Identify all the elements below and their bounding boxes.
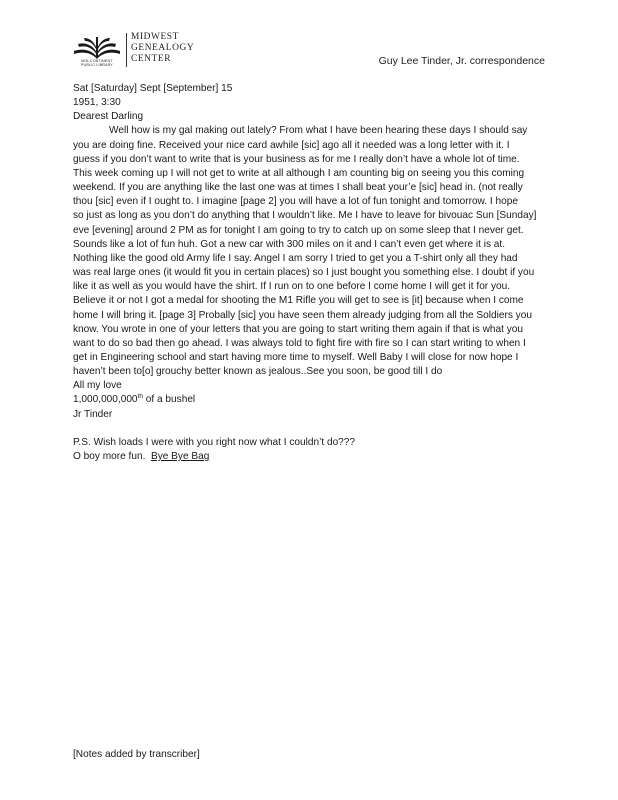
postscript-line-2 bbox=[73, 450, 551, 464]
letter-body-line: was real large ones (it would fit you in certain places) so I just bought you something else. I doubt if you bbox=[73, 267, 535, 279]
letter-body-line: Sounds like a lot of fun huh. Got a new car with 300 miles on it and I can’t even get where it is at. bbox=[73, 238, 506, 250]
logo-wordmark bbox=[131, 32, 194, 65]
collection-title: Guy Lee Tinder, Jr. correspondence bbox=[378, 55, 545, 67]
letter-body-line: Nothing like the good old Army life I say. Angel I am sorry I tried to get you a T-shirt only all they had bbox=[73, 252, 518, 264]
letter-body-line: haven’t been to[o] grouchy better known as jealous..See you soon, be good till I do bbox=[73, 366, 443, 378]
transcriber-note: [Notes added by transcriber] bbox=[73, 749, 200, 760]
letter-date-line-1: Sat [Saturday] Sept [September] 15 bbox=[73, 83, 233, 94]
letter-body-line: know. You wrote in one of your letters that you are going to start writing them again if that is what you bbox=[73, 323, 523, 335]
logo-divider bbox=[126, 33, 127, 67]
letter-body-line: eve [evening] around 2 PM as for tonight I am going to try to catch up on some sleep that I never get. bbox=[73, 224, 524, 236]
amount-number: 1,000,000,000 bbox=[73, 394, 138, 406]
letter-body-line: Well how is my gal making out lately? From what I have been hearing these days I should say bbox=[109, 125, 528, 137]
logo-line-3: CENTER bbox=[131, 54, 172, 64]
spacer bbox=[73, 422, 551, 436]
amount-superscript: th bbox=[137, 393, 143, 401]
postscript-underlined: Bye Bye Bag bbox=[150, 451, 210, 463]
letter-body-line: This week coming up I will not get to write at all although I am counting big on seeing you this coming bbox=[73, 167, 525, 179]
letter-signature: Jr Tinder bbox=[73, 408, 113, 420]
postscript-line-1: P.S. Wish loads I were with you right now what I couldn’t do??? bbox=[73, 436, 356, 448]
letter-date-line-2: 1951, 3:30 bbox=[73, 97, 121, 109]
logo-subtitle-1: MID-CONTINENT bbox=[81, 59, 113, 63]
letter-body-line: you are doing fine. Received your nice card awhile [sic] ago all it needed was a long letter with it. I bbox=[73, 139, 510, 151]
amount-rest: of a bushel bbox=[142, 394, 196, 406]
letter-body-line: home I will bring it. [page 3] Probally [sic] you have seen them already judging from all the Soldiers you bbox=[73, 309, 532, 321]
postscript-text: O boy more fun. bbox=[73, 451, 151, 463]
logo-subtitle-2: PUBLIC LIBRARY bbox=[80, 63, 114, 67]
letter-closing: All my love bbox=[73, 380, 122, 392]
library-logo bbox=[72, 33, 202, 69]
letter-body-line: so just as long as you don’t do anything that I wouldn’t like. Me I have to leave for bivouac Sun [Sunday] bbox=[73, 210, 537, 222]
letter-paragraph bbox=[73, 124, 551, 379]
letter-body-line: weekend. If you are anything like the last one was at times I shall beat your’e [sic] head in. (not really bbox=[73, 182, 523, 194]
letter-body-line: guess if you don’t want to write that is your business as for me I really don’t have a whole lot of time. bbox=[73, 153, 520, 165]
letter-amount bbox=[73, 393, 551, 407]
letter-body-line: get in Engineering school and start having more time to myself. Well Baby I will close for now hope I bbox=[73, 351, 519, 363]
logo-line-2: GENEALOGY bbox=[131, 43, 195, 53]
letter-body-line: like it as well as you would have the shirt. If I run on to one before I come home I will get it for you. bbox=[73, 281, 511, 293]
logo-line-1: MIDWEST bbox=[131, 32, 179, 42]
letter-body-line: thou [sic] even if I ought to. I imagine [page 2] you will have a lot of fun tonight and tomorrow. I hope bbox=[73, 196, 518, 208]
letter-salutation: Dearest Darling bbox=[73, 111, 144, 123]
letter-body bbox=[73, 82, 551, 464]
letter-body-line: Believe it or not I got a medal for shooting the M1 Rifle you will get to see is [it] because when I come bbox=[73, 295, 524, 307]
letter-body-line: want to do so bad then go ahead. I was always told to fight fire with fire so I can start writing to when I bbox=[73, 337, 526, 349]
